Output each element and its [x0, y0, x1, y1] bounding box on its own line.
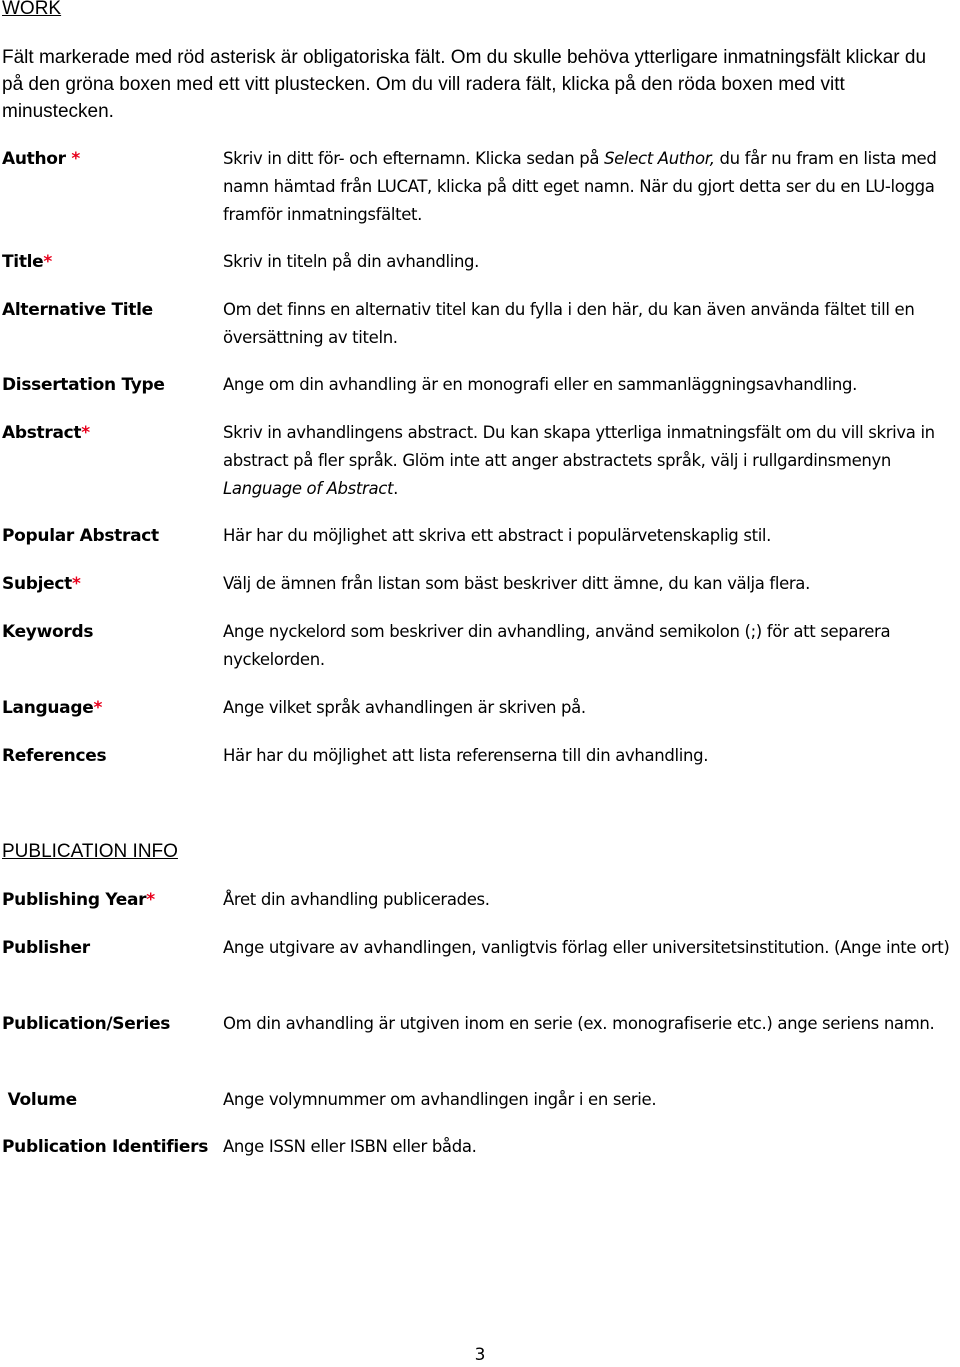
field-label: Language* [2, 698, 103, 718]
field-label: Publication/Series [2, 1014, 171, 1034]
field-label: Subject* [2, 574, 81, 594]
field-description: Ange volymnummer om avhandlingen ingår i en serie. [223, 1090, 657, 1109]
required-asterisk: * [71, 574, 81, 594]
field-description: Här har du möjlighet att skriva ett abstract i populärvetenskaplig stil. [223, 526, 772, 545]
field-description: Om det finns en alternativ titel kan du fylla i den här, du kan även använda fältet till en översättning av titeln. [223, 300, 915, 347]
required-asterisk: * [81, 423, 90, 443]
field-label: Publisher [2, 938, 90, 958]
field-description: Ange nyckelord som beskriver din avhandling, använd semikolon (;) för att separera nyckelorden. [223, 622, 891, 669]
work-heading: WORK [2, 0, 62, 19]
field-label: Title* [2, 252, 53, 272]
field-label: Keywords [2, 622, 94, 642]
field-label: Popular Abstract [2, 526, 159, 546]
field-description: Ange vilket språk avhandlingen är skriven på. [223, 698, 586, 717]
field-description: Om din avhandling är utgiven inom en serie (ex. monografiserie etc.) ange seriens namn. [223, 1014, 935, 1033]
field-label: Publication Identifiers [2, 1137, 209, 1157]
field-description: Välj de ämnen från listan som bäst beskriver ditt ämne, du kan välja flera. [223, 574, 810, 593]
field-description: Här har du möjlighet att lista referenserna till din avhandling. [223, 746, 709, 765]
field-description: Skriv in ditt för- och efternamn. Klicka sedan på Select Author, du får nu fram en lista med namn hämtad från LUCAT, klicka på ditt eget namn. När du gjort detta ser du en LU-logga framför inmatningsfältet. [223, 149, 937, 224]
field-description: Skriv in titeln på din avhandling. [223, 252, 480, 271]
field-label: Alternative Title [2, 300, 153, 320]
work-intro: Fält markerade med röd asterisk är obligatoriska fält. Om du skulle behöva ytterligare inmatningsfält klickar du på den gröna boxen med ett vitt plustecken. Om du vill radera fält, klicka på den röda boxen med vitt minustecken. [2, 47, 927, 122]
required-asterisk: * [146, 890, 155, 910]
field-label: Volume [2, 1090, 77, 1110]
field-label: Abstract* [2, 423, 90, 443]
field-description: Ange ISSN eller ISBN eller båda. [223, 1137, 477, 1156]
field-description: Ange utgivare av avhandlingen, vanligtvis förlag eller universitetsinstitution. (Ange inte ort) [223, 938, 950, 957]
publication-heading: PUBLICATION INFO [2, 841, 178, 862]
field-description: Ange om din avhandling är en monografi eller en sammanläggningsavhandling. [223, 375, 858, 394]
required-asterisk: * [43, 252, 53, 272]
field-label: References [2, 746, 107, 766]
field-label: Dissertation Type [2, 375, 165, 395]
required-asterisk: * [71, 149, 80, 169]
required-asterisk: * [93, 698, 103, 718]
field-description: Året din avhandling publicerades. [223, 890, 490, 909]
field-label: Author * [2, 149, 80, 169]
page-number: 3 [474, 1345, 486, 1365]
field-label: Publishing Year* [2, 890, 155, 910]
field-description: Skriv in avhandlingens abstract. Du kan skapa ytterliga inmatningsfält om du vill skriva in abstract på fler språk. Glöm inte att anger abstractets språk, välj i rullgardinsmenyn Language of Abstract. [223, 423, 935, 498]
